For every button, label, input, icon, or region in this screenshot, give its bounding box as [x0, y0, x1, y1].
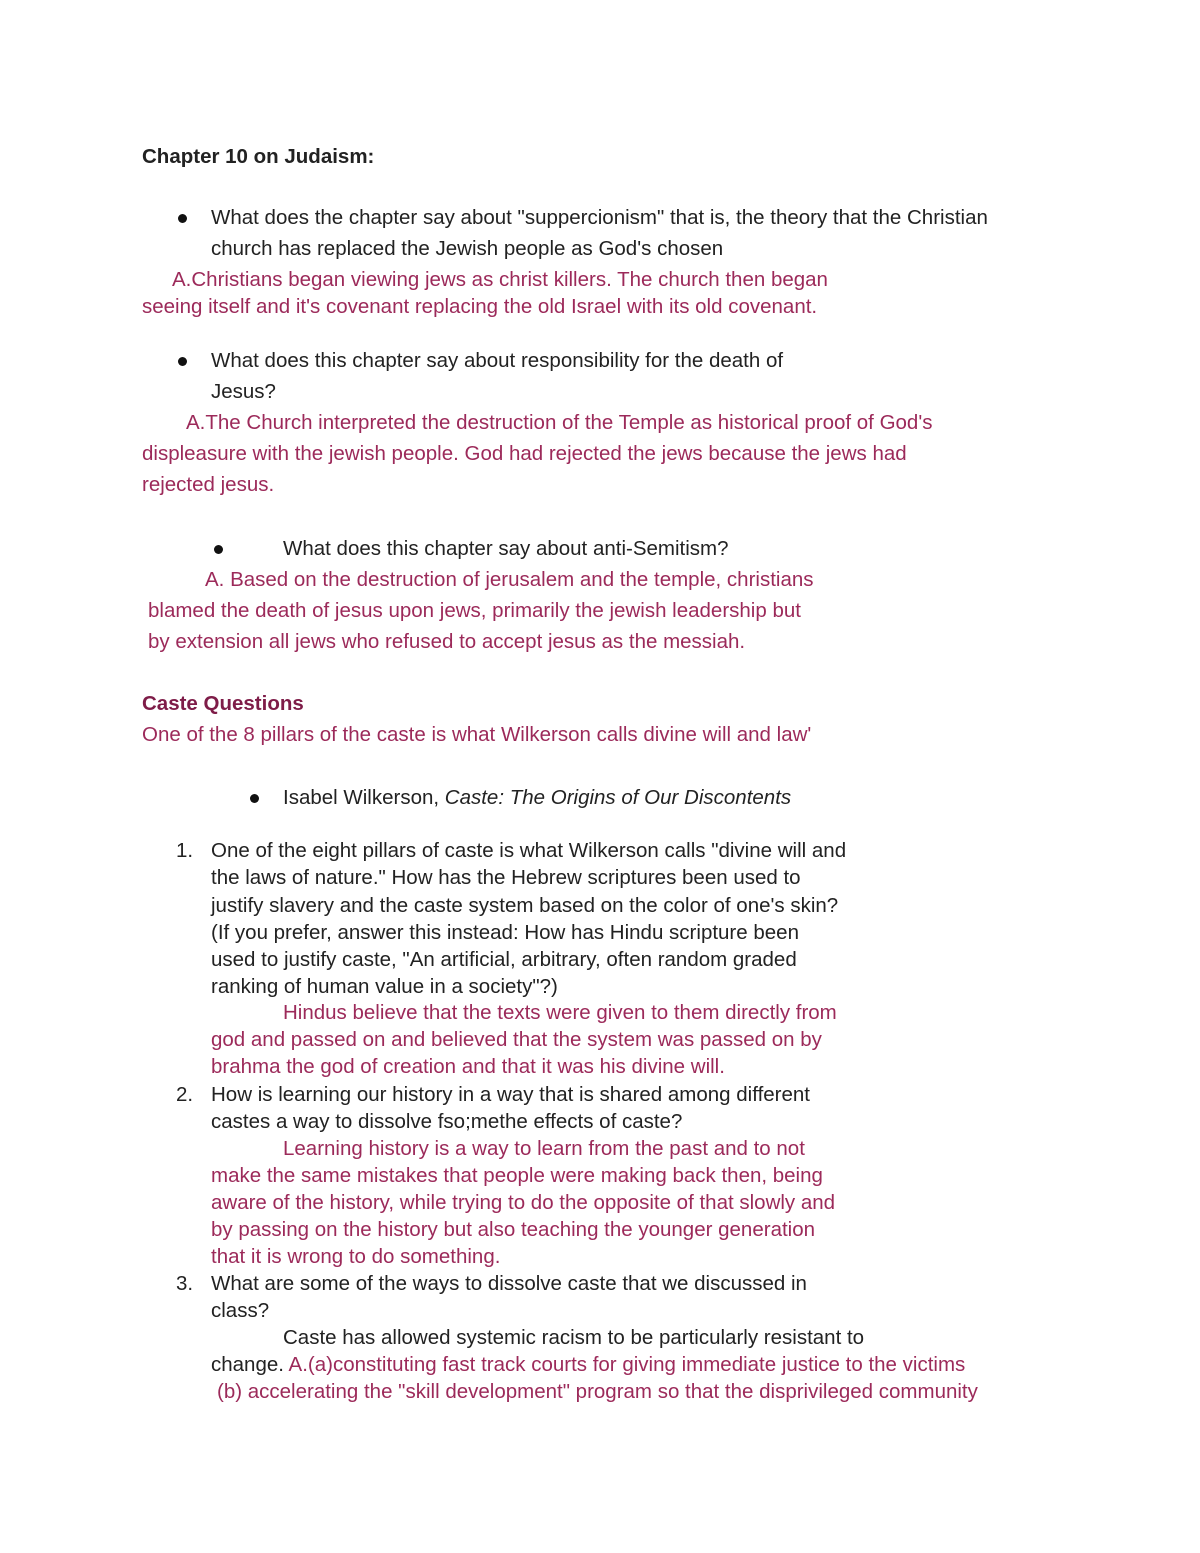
answer-line: rejected jesus. [142, 473, 275, 496]
question-line: church has replaced the Jewish people as God's chosen [211, 237, 724, 260]
source-citation [283, 788, 791, 809]
answer-line: that it is wrong to do something. [211, 1245, 501, 1268]
question-line: What does the chapter say about "suppercionism" that is, the theory that the Christian [211, 206, 988, 229]
bullet-icon [178, 214, 187, 223]
answer-line: make the same mistakes that people were making back then, being [211, 1164, 823, 1187]
bullet-icon [214, 545, 223, 554]
question-line: What are some of the ways to dissolve caste that we discussed in [211, 1272, 807, 1295]
answer-combined-line [211, 1355, 965, 1376]
answer-line: Hindus believe that the texts were given to them directly from [283, 1001, 837, 1024]
caste-heading: Caste Questions [142, 692, 304, 715]
bullet-icon [250, 794, 259, 803]
intro-line: One of the 8 pillars of the caste is what Wilkerson calls divine will and law' [142, 723, 812, 746]
question-line: What does this chapter say about responsibility for the death of [211, 349, 784, 372]
list-number: 1. [176, 839, 194, 862]
question-line: used to justify caste, "An artificial, arbitrary, often random graded [211, 948, 797, 971]
question-line: (If you prefer, answer this instead: How has Hindu scripture been [211, 921, 799, 944]
question-line: castes a way to dissolve fso;methe effects of caste? [211, 1110, 683, 1133]
answer-line: (b) accelerating the "skill development" program so that the disprivileged community [217, 1380, 978, 1403]
question-line: ranking of human value in a society"?) [211, 975, 558, 998]
list-number: 3. [176, 1272, 194, 1295]
answer-line: brahma the god of creation and that it was his divine will. [211, 1055, 725, 1078]
answer-line: A. Based on the destruction of jerusalem and the temple, christians [205, 568, 814, 591]
question-line: Caste has allowed systemic racism to be particularly resistant to [283, 1326, 865, 1349]
answer-line: by extension all jews who refused to accept jesus as the messiah. [148, 630, 746, 653]
source-title: Caste: The Origins of Our Discontents [444, 786, 792, 809]
answer-line: god and passed on and believed that the system was passed on by [211, 1028, 822, 1051]
answer-line: Learning history is a way to learn from the past and to not [283, 1137, 805, 1160]
chapter-heading: Chapter 10 on Judaism: [142, 145, 375, 168]
source-author: Isabel Wilkerson, [283, 786, 445, 809]
answer-line: by passing on the history but also teaching the younger generation [211, 1218, 816, 1241]
answer-line: aware of the history, while trying to do the opposite of that slowly and [211, 1191, 836, 1214]
question-line: class? [211, 1299, 270, 1322]
answer-line: A.Christians began viewing jews as christ killers. The church then began [172, 268, 828, 291]
answer-line: seeing itself and it's covenant replacing the old Israel with its old covenant. [142, 295, 818, 318]
question-line: justify slavery and the caste system based on the color of one's skin? [211, 894, 839, 917]
answer-line: blamed the death of jesus upon jews, primarily the jewish leadership but [148, 599, 801, 622]
answer-line: A.The Church interpreted the destruction of the Temple as historical proof of God's [186, 411, 933, 434]
question-line: How is learning our history in a way that is shared among different [211, 1083, 810, 1106]
list-number: 2. [176, 1083, 194, 1106]
answer-line: A.(a)constituting fast track courts for giving immediate justice to the victims [288, 1353, 966, 1376]
bullet-icon [178, 357, 187, 366]
question-line: What does this chapter say about anti-Semitism? [283, 537, 729, 560]
answer-line: displeasure with the jewish people. God had rejected the jews because the jews had [142, 442, 907, 465]
question-line: the laws of nature." How has the Hebrew scriptures been used to [211, 866, 801, 889]
question-line: change. [211, 1353, 289, 1376]
question-line: Jesus? [211, 380, 276, 403]
question-line: One of the eight pillars of caste is what Wilkerson calls "divine will and [211, 839, 847, 862]
